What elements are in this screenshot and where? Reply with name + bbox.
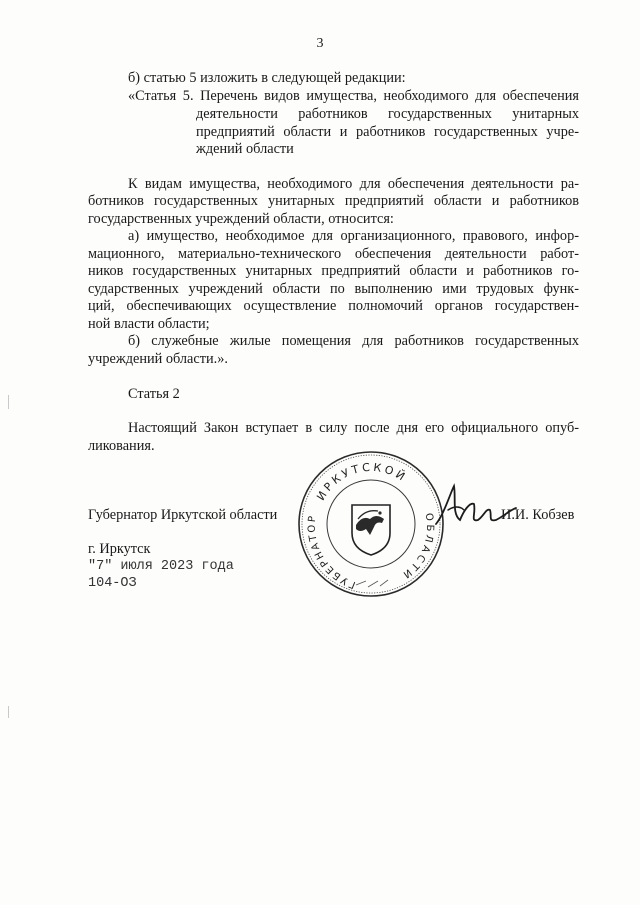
amendment-line: б) статью 5 изложить в следующей редакции: [128, 70, 406, 86]
article5-heading-start: «Статья 5. Перечень видов имущества, необходимого для обеспечения [128, 88, 579, 104]
footer-city: г. Иркутск [88, 541, 151, 557]
list-item-a-line: мационного, материально-технического обеспечения деятельности работ- [88, 246, 579, 262]
list-item-b-line: учреждений области.». [88, 351, 228, 367]
article2-text-line: Настоящий Закон вступает в силу после дня его официального опуб- [128, 420, 579, 436]
footer-date: "7" июля 2023 года [88, 559, 234, 574]
list-item-a-line: ников государственных унитарных предприятий области и работников го- [88, 263, 579, 279]
page-number: 3 [316, 36, 324, 51]
list-item-b-line: б) служебные жилые помещения для работников государственных [128, 333, 579, 349]
list-item-a-line: а) имущество, необходимое для организационного, правового, инфор- [128, 228, 579, 244]
paragraph-line: ботников государственных унитарных предприятий области и работников [88, 193, 579, 209]
svg-text:ГУБЕРНАТОР [307, 514, 358, 590]
handwritten-signature [430, 480, 520, 540]
article5-heading-line: ждений области [196, 141, 294, 157]
signatory-name: И.И. Кобзев [501, 507, 575, 523]
article2-title: Статья 2 [128, 386, 180, 402]
scan-edge-mark [8, 706, 9, 718]
seal-top-text: ИРКУТСКОЙ [314, 460, 410, 503]
official-seal [296, 449, 446, 599]
footer-number: 104-ОЗ [88, 576, 137, 591]
article5-heading-line: деятельности работников государственных унитарных [196, 106, 579, 122]
article2-text-line: ликования. [88, 438, 155, 454]
list-item-a-line: ций, обеспечивающих осуществление полномочий органов государствен- [88, 298, 579, 314]
coat-of-arms-icon [352, 505, 390, 555]
list-item-a-line: ной власти области; [88, 316, 210, 332]
scan-edge-mark [8, 395, 9, 409]
signatory-position: Губернатор Иркутской области [88, 507, 278, 523]
paragraph-line: государственных учреждений области, относится: [88, 211, 394, 227]
paragraph-line: К видам имущества, необходимого для обеспечения деятельности ра- [128, 176, 579, 192]
list-item-a-line: сударственных учреждений области по выполнению ими трудовых функ- [88, 281, 579, 297]
seal-right-text: ОБЛАСТИ [398, 512, 436, 582]
seal-left-text: ГУБЕРНАТОР [306, 513, 358, 590]
article5-heading-line: предприятий области и работников государственных учре- [196, 124, 579, 140]
svg-text:ИРКУТСКОЙ [314, 461, 409, 503]
